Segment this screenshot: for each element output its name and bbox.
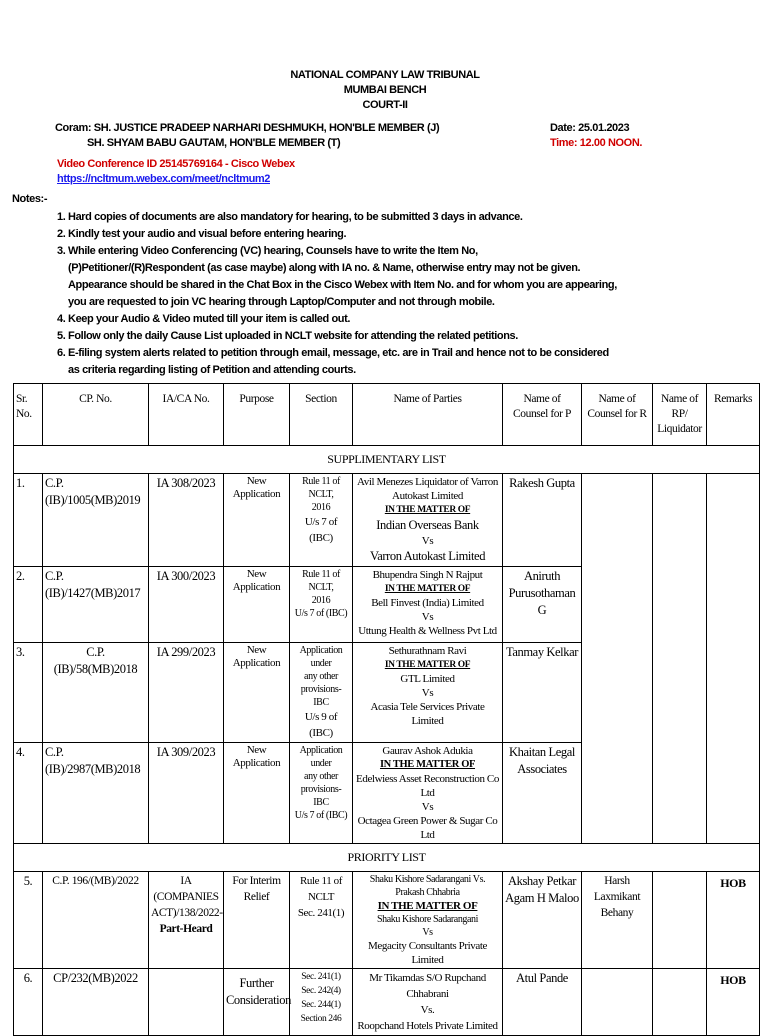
section-line: U/s 9 of (IBC): [304, 711, 338, 739]
note-4: 4. Keep your Audio & Video muted till your item is called out.: [57, 313, 351, 325]
table-row: [14, 474, 760, 567]
section: [290, 567, 353, 643]
section-line: Section 246: [300, 1014, 342, 1024]
cause-list-table: [13, 383, 760, 1036]
vc-id: Video Conference ID 25145769164 - Cisco Webex: [57, 158, 295, 170]
sr-no: 5.: [14, 872, 43, 969]
sr-no: 2.: [14, 567, 43, 643]
bench-name: MUMBAI BENCH: [343, 84, 427, 96]
col-purpose: Purpose: [224, 384, 290, 446]
section: [290, 743, 353, 844]
remarks: HOB: [707, 969, 760, 1036]
col-counsel-r: Name of Counsel for R: [582, 384, 653, 446]
section-line: Sec. 241(1): [297, 907, 345, 919]
section-line: provisions- IBC: [300, 684, 342, 708]
ia-no: IA 309/2023: [149, 743, 224, 844]
rp: [653, 743, 707, 844]
note-3-cont-2: Appearance should be shared in the Chat Box in the Cisco Webex with Item No. and for whom you are appearing,: [68, 279, 617, 291]
note-3: 3. While entering Video Conferencing (VC) hearing, Counsels have to write the Item No,: [57, 245, 478, 257]
party-applicant: Shaku Kishore Sadarangani Vs. Prakash Chhabria: [369, 874, 486, 898]
section-line: provisions- IBC: [300, 784, 342, 808]
party-petitioner: GTL Limited: [400, 673, 455, 685]
party-petitioner: Shaku Kishore Sadarangani: [376, 914, 479, 925]
party-petitioner: Edelwiess Asset Reconstruction Co Ltd: [356, 773, 499, 799]
vc-link[interactable]: https://ncltmum.webex.com/meet/ncltmum2: [57, 173, 270, 185]
party-respondent: Roopchand Hotels Private Limited: [357, 1020, 498, 1032]
section-line: Sec. 241(1): [301, 972, 341, 982]
tribunal-name: NATIONAL COMPANY LAW TRIBUNAL: [290, 69, 480, 81]
section: [290, 643, 353, 743]
section-line: Sec. 244(1): [301, 1000, 341, 1010]
vs-label: Vs: [421, 801, 434, 813]
cp-no: C.P. (IB)/1005(MB)2019: [43, 474, 149, 567]
part-heard-note: Part-Heard: [159, 923, 213, 935]
party-applicant: Gaurav Ashok Adukia: [382, 745, 473, 757]
party-petitioner: Mr Tikamdas S/O Rupchand Chhabrani: [369, 972, 486, 1000]
col-parties: Name of Parties: [353, 384, 503, 446]
table-header-row: [14, 384, 760, 446]
vs-label: Vs.: [420, 1004, 435, 1016]
purpose: Further Consideration: [224, 969, 290, 1036]
section-line: any other: [304, 671, 338, 682]
counsel-p: Atul Pande: [503, 969, 582, 1036]
col-cp: CP. No.: [43, 384, 149, 446]
matter-label: IN THE MATTER OF: [377, 900, 478, 912]
note-3-cont-1: (P)Petitioner/(R)Respondent (as case maybe) along with IA no. & Name, otherwise entry may not be given.: [68, 262, 581, 274]
remarks: [707, 743, 760, 844]
vs-label: Vs: [421, 535, 434, 547]
counsel-r: Harsh Laxmikant Behany: [582, 872, 653, 969]
date-block: [550, 121, 642, 151]
matter-label: IN THE MATTER OF: [379, 759, 476, 770]
section: [290, 474, 353, 567]
parties: [353, 969, 503, 1036]
supplementary-list-label: SUPPLIMENTARY LIST: [14, 446, 760, 474]
ia-no: [149, 969, 224, 1036]
ia-no: IA 300/2023: [149, 567, 224, 643]
matter-label: IN THE MATTER OF: [384, 505, 471, 515]
col-counsel-p: Name of Counsel for P: [503, 384, 582, 446]
counsel-r: [582, 969, 653, 1036]
ia-no: IA 299/2023: [149, 643, 224, 743]
cp-no: C.P. (IB)/2987(MB)2018: [43, 743, 149, 844]
section-line: Sec. 242(4): [301, 986, 341, 996]
coram-block: [55, 121, 439, 151]
section-line: Rule 11 of NCLT,: [302, 569, 340, 593]
section-line: Rule 11 of NCLT,: [302, 476, 340, 500]
cp-no: C.P. (IB)/1427(MB)2017: [43, 567, 149, 643]
col-rp: Name of RP/ Liquidator: [653, 384, 707, 446]
table-row: [14, 969, 760, 1036]
counsel-r: [582, 643, 653, 743]
party-applicant: Sethurathnam Ravi: [388, 645, 467, 657]
hearing-time: Time: 12.00 NOON.: [550, 137, 643, 149]
note-1: 1. Hard copies of documents are also mandatory for hearing, to be submitted 3 days in advance.: [57, 211, 523, 223]
court-name: COURT-II: [362, 99, 408, 111]
col-sr: Sr. No.: [14, 384, 43, 446]
matter-label: IN THE MATTER OF: [384, 660, 471, 670]
section: [290, 969, 353, 1036]
table-row: [14, 743, 760, 844]
rp: [653, 474, 707, 567]
section-line: U/s 7 of (IBC): [294, 608, 348, 619]
remarks: [707, 567, 760, 643]
counsel-p: Rakesh Gupta: [503, 474, 582, 567]
section-line: 2016: [311, 502, 331, 513]
notes-list: [57, 209, 747, 379]
purpose: New Application: [224, 474, 290, 567]
table-row: [14, 567, 760, 643]
purpose: For Interim Relief: [224, 872, 290, 969]
purpose: New Application: [224, 567, 290, 643]
section-line: Application under: [299, 645, 343, 669]
note-6: 6. E-filing system alerts related to petition through email, message, etc. are in Trail and hence not to be considered: [57, 347, 609, 359]
sr-no: 3.: [14, 643, 43, 743]
party-respondent: Uttung Health & Wellness Pvt Ltd: [358, 625, 497, 637]
section-line: U/s 7 of (IBC): [304, 516, 338, 544]
coram-member-1: Coram: SH. JUSTICE PRADEEP NARHARI DESHMUKH, HON'BLE MEMBER (J): [55, 122, 440, 134]
note-2: 2. Kindly test your audio and visual before entering hearing.: [57, 228, 347, 240]
vs-label: Vs: [421, 687, 434, 699]
party-respondent: Octagea Green Power & Sugar Co Ltd: [357, 815, 498, 841]
section-line: U/s 7 of (IBC): [294, 810, 348, 821]
party-applicant: Avil Menezes Liquidator of Varron Autokast Limited: [357, 476, 498, 502]
ia-no: IA 308/2023: [149, 474, 224, 567]
sr-no: 6.: [14, 969, 43, 1036]
remarks: HOB: [707, 872, 760, 969]
table-row: [14, 643, 760, 743]
rp: [653, 969, 707, 1036]
party-respondent: Varron Autokast Limited: [369, 549, 486, 563]
vc-info: [57, 157, 295, 187]
rp: [653, 872, 707, 969]
coram-member-2: SH. SHYAM BABU GAUTAM, HON'BLE MEMBER (T): [87, 137, 341, 149]
counsel-p: Akshay Petkar Agam H Maloo: [503, 872, 582, 969]
notes-label: Notes:-: [12, 193, 48, 205]
rp: [653, 567, 707, 643]
parties: [353, 643, 503, 743]
section-line: Rule 11 of NCLT: [299, 875, 343, 903]
rp: [653, 643, 707, 743]
cp-no: C.P. (IB)/58(MB)2018: [43, 643, 149, 743]
remarks: [707, 474, 760, 567]
ia-number: IA (COMPANIES ACT)/138/2022-: [151, 875, 223, 919]
party-petitioner: Bell Finvest (India) Limited: [371, 597, 484, 609]
counsel-r: [582, 567, 653, 643]
parties: [353, 872, 503, 969]
counsel-p: Tanmay Kelkar: [503, 643, 582, 743]
sr-no: 1.: [14, 474, 43, 567]
section: [290, 872, 353, 969]
note-6-cont: as criteria regarding listing of Petition and attending courts.: [68, 364, 356, 376]
tribunal-header: [0, 68, 770, 113]
counsel-p: Aniruth Purusothaman G: [503, 567, 582, 643]
matter-label: IN THE MATTER OF: [384, 584, 471, 594]
section-line: 2016: [311, 595, 331, 606]
table-row: [14, 872, 760, 969]
party-applicant: Bhupendra Singh N Rajput: [372, 569, 483, 581]
party-respondent: Megacity Consultants Private Limited: [368, 940, 487, 966]
cp-no: CP/232(MB)2022: [43, 969, 149, 1036]
cp-no: C.P. 196/(MB)/2022: [43, 872, 149, 969]
parties: [353, 567, 503, 643]
party-petitioner: Indian Overseas Bank: [376, 518, 479, 532]
col-section: Section: [290, 384, 353, 446]
vs-label: Vs: [422, 927, 433, 938]
vs-label: Vs: [421, 611, 434, 623]
ia-no: [149, 872, 224, 969]
purpose: New Application: [224, 643, 290, 743]
counsel-r: [582, 474, 653, 567]
sr-no: 4.: [14, 743, 43, 844]
col-remarks: Remarks: [707, 384, 760, 446]
remarks: [707, 643, 760, 743]
counsel-r: [582, 743, 653, 844]
note-5: 5. Follow only the daily Cause List uploaded in NCLT website for attending the related petitions.: [57, 330, 518, 342]
priority-list-label: PRIORITY LIST: [14, 844, 760, 872]
counsel-p: Khaitan Legal Associates: [503, 743, 582, 844]
col-ia: IA/CA No.: [149, 384, 224, 446]
section-line: Application under: [299, 745, 343, 769]
hearing-date: Date: 25.01.2023: [550, 122, 630, 134]
purpose: New Application: [224, 743, 290, 844]
parties: [353, 474, 503, 567]
note-3-cont-3: you are requested to join VC hearing through Laptop/Computer and not through mobile.: [68, 296, 495, 308]
section-line: any other: [304, 771, 338, 782]
party-respondent: Acasia Tele Services Private Limited: [370, 701, 485, 727]
parties: [353, 743, 503, 844]
